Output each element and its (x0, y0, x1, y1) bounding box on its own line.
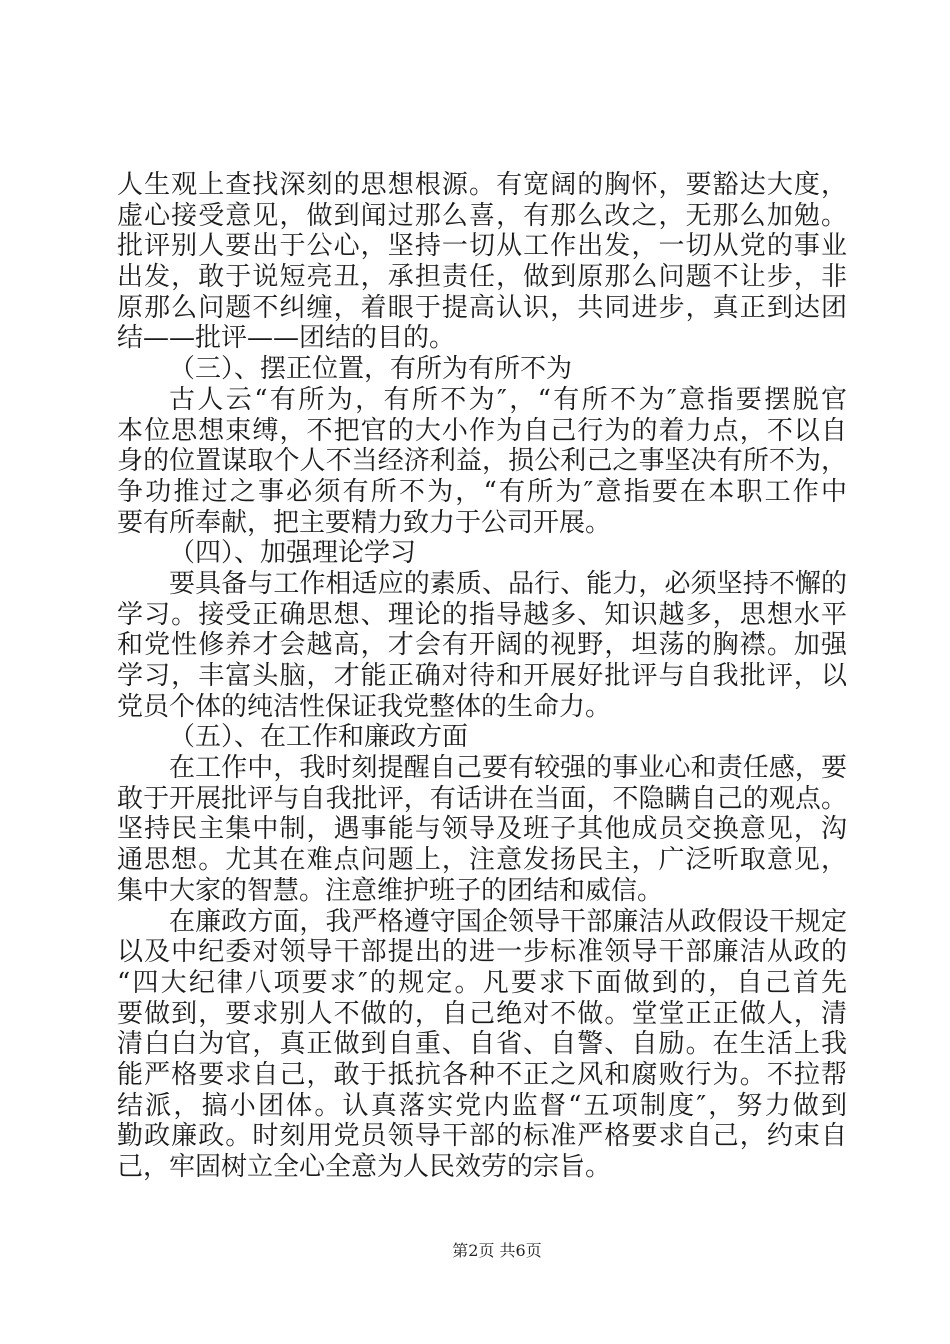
body-line: 在工作中，我时刻提醒自己要有较强的事业心和责任感，要 (169, 753, 847, 784)
body-line: 勤政廉政。时刻用党员领导干部的标准严格要求自己，约束自 (117, 1121, 847, 1152)
section-heading-text: （四）、加强理论学习 (169, 538, 417, 569)
body-line: 批评别人要出于公心，坚持一切从工作出发，一切从党的事业 (117, 231, 847, 262)
section-heading-text: （三）、摆正位置，有所为有所不为 (169, 354, 573, 385)
body-line: 集中大家的智慧。注意维护班子的团结和威信。 (117, 875, 664, 906)
body-line: 结派，搞小团体。认真落实党内监督“五项制度″，努力做到 (117, 1090, 847, 1121)
paragraph (117, 907, 847, 1183)
body-line: 出发，敢于说短亮丑，承担责任，做到原那么问题不让步，非 (117, 262, 847, 293)
body-line: 原那么问题不纠缠，着眼于提高认识，共同进步，真正到达团 (117, 292, 847, 323)
body-line: 人生观上查找深刻的思想根源。有宽阔的胸怀，要豁达大度， (117, 170, 847, 200)
body-line: 结——批评——团结的目的。 (117, 323, 456, 354)
paragraph (117, 569, 847, 722)
section-heading-text: （五）、在工作和廉政方面 (169, 722, 469, 753)
body-line: 己，牢固树立全心全意为人民效劳的宗旨。 (117, 1152, 612, 1182)
body-line: 学习。接受正确思想、理论的指导越多、知识越多，思想水平 (117, 599, 847, 630)
body-line: 能严格要求自己，敢于抵抗各种不正之风和腐败行为。不拉帮 (117, 1059, 847, 1090)
body-line: 清白白为官，真正做到自重、自省、自警、自励。在生活上我 (117, 1029, 847, 1060)
body-line: 要有所奉献，把主要精力致力于公司开展。 (117, 507, 612, 538)
body-line: “四大纪律八项要求″的规定。凡要求下面做到的，自己首先 (117, 967, 847, 998)
body-line: 学习，丰富头脑，才能正确对待和开展好批评与自我批评，以 (117, 661, 847, 691)
page-number-footer: 第2页 共6页 (452, 1241, 542, 1260)
paragraph (117, 753, 847, 906)
section-heading-5 (117, 722, 847, 753)
body-line: 坚持民主集中制，遇事能与领导及班子其他成员交换意见，沟 (117, 814, 847, 845)
section-heading-4 (117, 538, 847, 569)
body-line: 古人云“有所为，有所不为″，“有所不为″意指要摆脱官 (169, 384, 847, 415)
body-line: 通思想。尤其在难点问题上，注意发扬民主，广泛听取意见， (117, 845, 847, 876)
body-line: 在廉政方面，我严格遵守国企领导干部廉洁从政假设干规定 (169, 906, 847, 937)
body-line: 争功推过之事必须有所不为，“有所为″意指要在本职工作中 (117, 476, 847, 507)
paragraph (117, 385, 847, 538)
body-line: 敢于开展批评与自我批评，有话讲在当面，不隐瞒自己的观点。 (117, 783, 847, 814)
paragraph (117, 170, 847, 354)
body-line: 要具备与工作相适应的素质、品行、能力，必须坚持不懈的 (169, 568, 847, 599)
body-line: 以及中纪委对领导干部提出的进一步标准领导干部廉洁从政的 (117, 937, 847, 968)
body-line: 和党性修养才会越高，才会有开阔的视野，坦荡的胸襟。加强 (117, 630, 847, 661)
section-heading-3 (117, 354, 847, 385)
body-line: 身的位置谋取个人不当经济利益，损公利己之事坚决有所不为， (117, 446, 847, 477)
body-line: 虚心接受意见，做到闻过那么喜，有那么改之，无那么加勉。 (117, 200, 847, 231)
body-line: 党员个体的纯洁性保证我党整体的生命力。 (117, 691, 612, 722)
body-line: 要做到，要求别人不做的，自己绝对不做。堂堂正正做人，清 (117, 998, 847, 1029)
body-line: 本位思想束缚，不把官的大小作为自己行为的着力点，不以自 (117, 415, 847, 446)
document-body (117, 170, 847, 1183)
